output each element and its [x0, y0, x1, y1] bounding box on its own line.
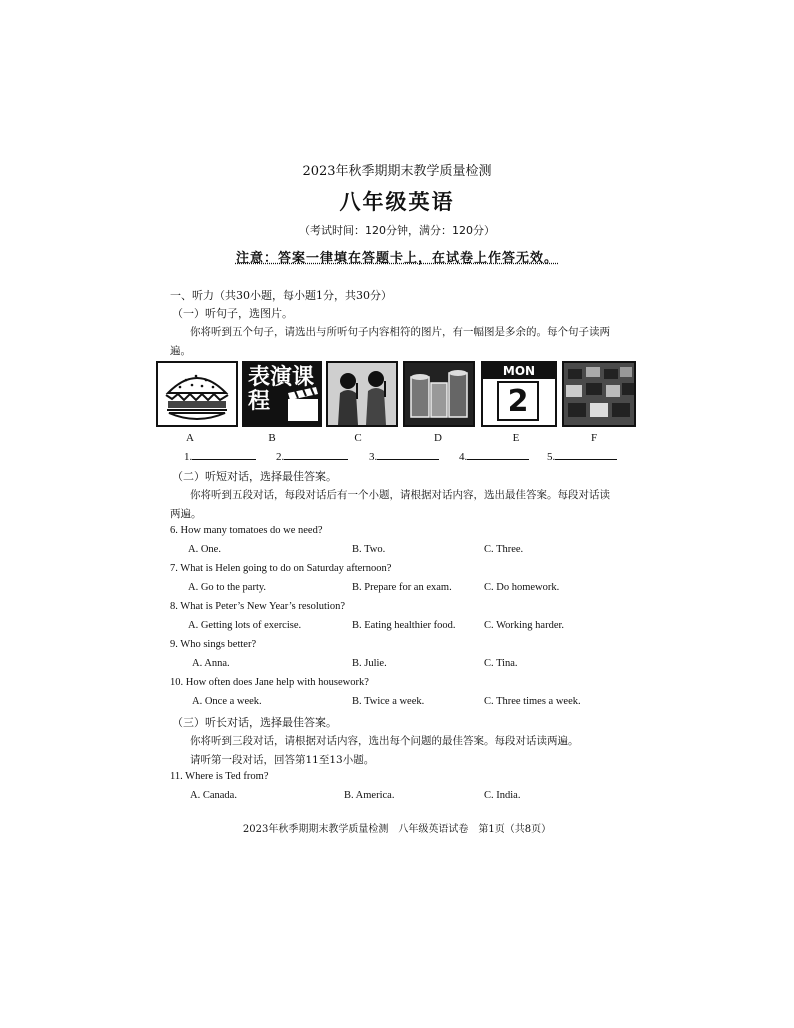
section1-instruction-cont: 遍。 [170, 345, 191, 357]
blank-number: 5. [547, 451, 556, 463]
blank-number: 4. [459, 451, 468, 463]
option-11a[interactable]: A. Canada. [190, 790, 237, 801]
glasses-icon [405, 363, 473, 425]
option-7c[interactable]: C. Do homework. [484, 582, 560, 593]
picture-performance-class [242, 361, 322, 427]
option-6b[interactable]: B. Two. [352, 544, 386, 555]
question-9: 9. Who sings better? [170, 639, 257, 650]
option-7a[interactable]: A. Go to the party. [188, 582, 267, 593]
answer-blank-2[interactable] [276, 448, 348, 463]
page-footer: 2023年秋季期期末教学质量检测 八年级英语试卷 第1页（共8页） [242, 824, 552, 835]
calendar-date: 2 [497, 381, 539, 421]
exam-info: （考试时间：120分钟，满分：120分） [299, 224, 495, 237]
picture-traffic-jam [562, 361, 636, 427]
picture-label-f: F [590, 432, 598, 444]
option-9b[interactable]: B. Julie. [352, 658, 387, 669]
option-11b[interactable]: B. America. [344, 790, 395, 801]
picture-label-e: E [512, 432, 520, 444]
section3-instruction: 你将听到三段对话，请根据对话内容，选出每个问题的最佳答案。每段对话读两遍。 [190, 735, 579, 747]
part1-heading: 一、听力（共30小题，每小题1分，共30分） [170, 289, 392, 302]
exam-subtitle: 2023年秋季期期末教学质量检测 [302, 164, 492, 179]
question-8: 8. What is Peter’s New Year’s resolution? [170, 601, 345, 612]
section3-instruction-cont: 请听第一段对话，回答第11至13小题。 [190, 754, 375, 766]
option-9a[interactable]: A. Anna. [192, 658, 230, 669]
section2-instruction: 你将听到五段对话，每段对话后有一个小题，请根据对话内容，选出最佳答案。每段对话读 [190, 489, 610, 501]
hamburger-icon [158, 363, 236, 425]
option-10c[interactable]: C. Three times a week. [484, 696, 581, 707]
blank-number: 3. [369, 451, 378, 463]
picture-label-b: B [268, 432, 276, 444]
option-10a[interactable]: A. Once a week. [192, 696, 262, 707]
section1-instruction: 你将听到五个句子，请选出与所听句子内容相符的图片，有一幅图是多余的。每个句子读两 [190, 326, 610, 338]
calendar-day: MON [483, 363, 555, 379]
traffic-icon [564, 363, 634, 425]
blank-number: 1. [184, 451, 193, 463]
question-11: 11. Where is Ted from? [170, 771, 269, 782]
option-8a[interactable]: A. Getting lots of exercise. [188, 620, 302, 631]
question-10: 10. How often does Jane help with housework? [170, 677, 369, 688]
answer-blank-4[interactable] [459, 448, 529, 463]
exam-title: 八年级英语 [339, 190, 455, 214]
answer-blank-5[interactable] [547, 448, 617, 463]
section2-instruction-cont: 两遍。 [170, 508, 202, 520]
picture-hamburger [156, 361, 238, 427]
option-11c[interactable]: C. India. [484, 790, 521, 801]
option-10b[interactable]: B. Twice a week. [352, 696, 425, 707]
picture-label-a: A [186, 432, 194, 444]
option-8b[interactable]: B. Eating healthier food. [352, 620, 456, 631]
blank-number: 2. [276, 451, 285, 463]
film-clapper-icon [286, 385, 320, 423]
question-6: 6. How many tomatoes do we need? [170, 525, 323, 536]
option-7b[interactable]: B. Prepare for an exam. [352, 582, 452, 593]
section2-heading: （二）听短对话，选择最佳答案。 [172, 470, 337, 483]
picture-calendar [481, 361, 557, 427]
picture-label-d: D [434, 432, 442, 444]
option-9c[interactable]: C. Tina. [484, 658, 518, 669]
option-6c[interactable]: C. Three. [484, 544, 524, 555]
answer-blank-3[interactable] [369, 448, 439, 463]
picture-girls-singing [326, 361, 398, 427]
section3-heading: （三）听长对话，选择最佳答案。 [172, 716, 337, 729]
question-7: 7. What is Helen going to do on Saturday afternoon? [170, 563, 392, 574]
picture-label-c: C [354, 432, 362, 444]
section1-heading: （一）听句子，选图片。 [172, 307, 293, 320]
option-6a[interactable]: A. One. [188, 544, 221, 555]
singers-icon [328, 363, 396, 425]
option-8c[interactable]: C. Working harder. [484, 620, 565, 631]
answer-blank-1[interactable] [184, 448, 256, 463]
performance-class-title: 表演课程 [248, 364, 315, 414]
picture-drinks [403, 361, 475, 427]
exam-notice: 注意：答案一律填在答题卡上，在试卷上作答无效。 [235, 251, 558, 266]
